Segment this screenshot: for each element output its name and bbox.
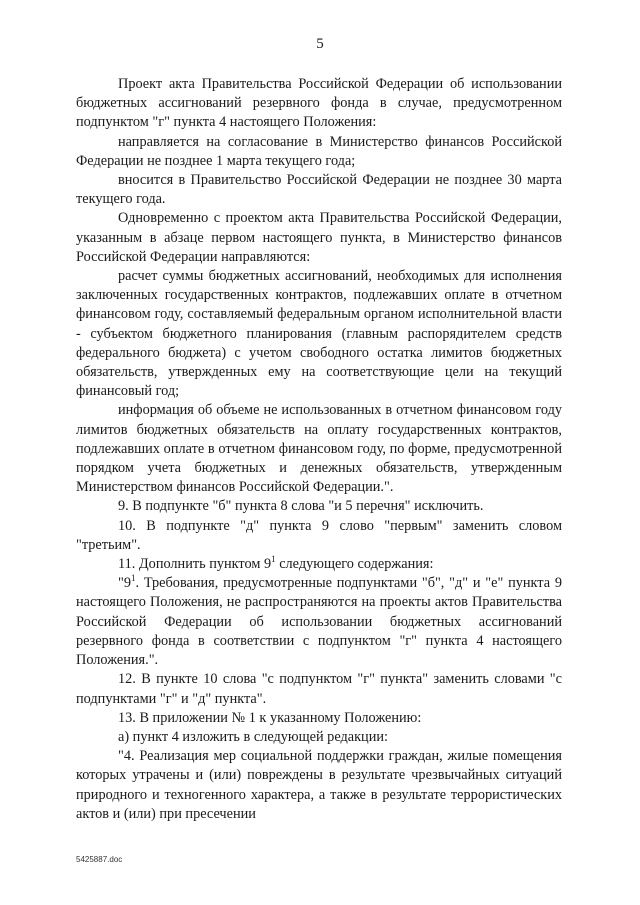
paragraph: 13. В приложении № 1 к указанному Положению: bbox=[118, 709, 422, 726]
page-number: 5 bbox=[316, 36, 324, 52]
paragraph: информация об объеме не использованных в отчетном финансовом году лимитов бюджетных обязательств на оплату государственных контрактов, подлежавших оплате в отчетном финансовом году, по форме, предусмотренной порядком учета бюджетных и денежных обязательств, утвержденным Министерством финансов Российской Федерации.". bbox=[76, 402, 562, 496]
paragraph: а) пункт 4 изложить в следующей редакции: bbox=[118, 728, 388, 745]
paragraph: 10. В подпункте "д" пункта 9 слово "первым" заменить словом "третьим". bbox=[76, 517, 562, 553]
paragraph bbox=[76, 555, 562, 574]
paragraph: 12. В пункте 10 слова "с подпунктом "г" пункта" заменить словами "с подпунктами "г" и "д" пункта". bbox=[76, 671, 562, 707]
paragraph-text: следующего содержания: bbox=[275, 556, 434, 573]
superscript: 1 bbox=[271, 554, 276, 565]
paragraph: Одновременно с проектом акта Правительства Российской Федерации, указанным в абзаце первом настоящего пункта, в Министерство финансов Российской Федерации направляются: bbox=[76, 210, 562, 265]
paragraph-text: 11. Дополнить пунктом 9 bbox=[118, 556, 272, 573]
footer-file-name: 5425887.doc bbox=[76, 855, 123, 864]
paragraph: Проект акта Правительства Российской Федерации об использовании бюджетных ассигнований резервного фонда в случае, предусмотренном подпунктом "г" пункта 4 настоящего Положения: bbox=[76, 76, 562, 131]
superscript: 1 bbox=[131, 573, 136, 584]
document-body bbox=[76, 75, 562, 824]
paragraph: расчет суммы бюджетных ассигнований, необходимых для исполнения заключенных государственных контрактов, подлежавших оплате в отчетном финансовом году, составляемый федеральным органом исполнительной власти - субъектом бюджетного планирования (главным распорядителем средств федерального бюджета) с учетом свободного остатка лимитов бюджетных обязательств, утвержденных ему на соответствующие цели на текущий финансовый год; bbox=[76, 268, 562, 400]
paragraph: направляется на согласование в Министерство финансов Российской Федерации не позднее 1 марта текущего года; bbox=[76, 133, 562, 169]
paragraph: вносится в Правительство Российской Федерации не позднее 30 марта текущего года. bbox=[76, 172, 562, 208]
paragraph-text: "9 bbox=[118, 575, 131, 592]
paragraph: 9. В подпункте "б" пункта 8 слова "и 5 перечня" исключить. bbox=[118, 498, 484, 515]
paragraph bbox=[76, 574, 562, 670]
paragraph: "4. Реализация мер социальной поддержки граждан, жилые помещения которых утрачены и (или) повреждены в результате чрезвычайных ситуаций природного и техногенного характера, а также в результате террористических актов и (или) при пресечении bbox=[76, 748, 562, 822]
paragraph-text: . Требования, предусмотренные подпунктами "б", "д" и "е" пункта 9 настоящего Положения, не распространяются на проекты актов Правительства Российской Федерации об использовании бюджетных ассигнований резервного фонда в соответствии с подпунктом "г" пункта 4 настоящего Положения.". bbox=[76, 575, 562, 669]
